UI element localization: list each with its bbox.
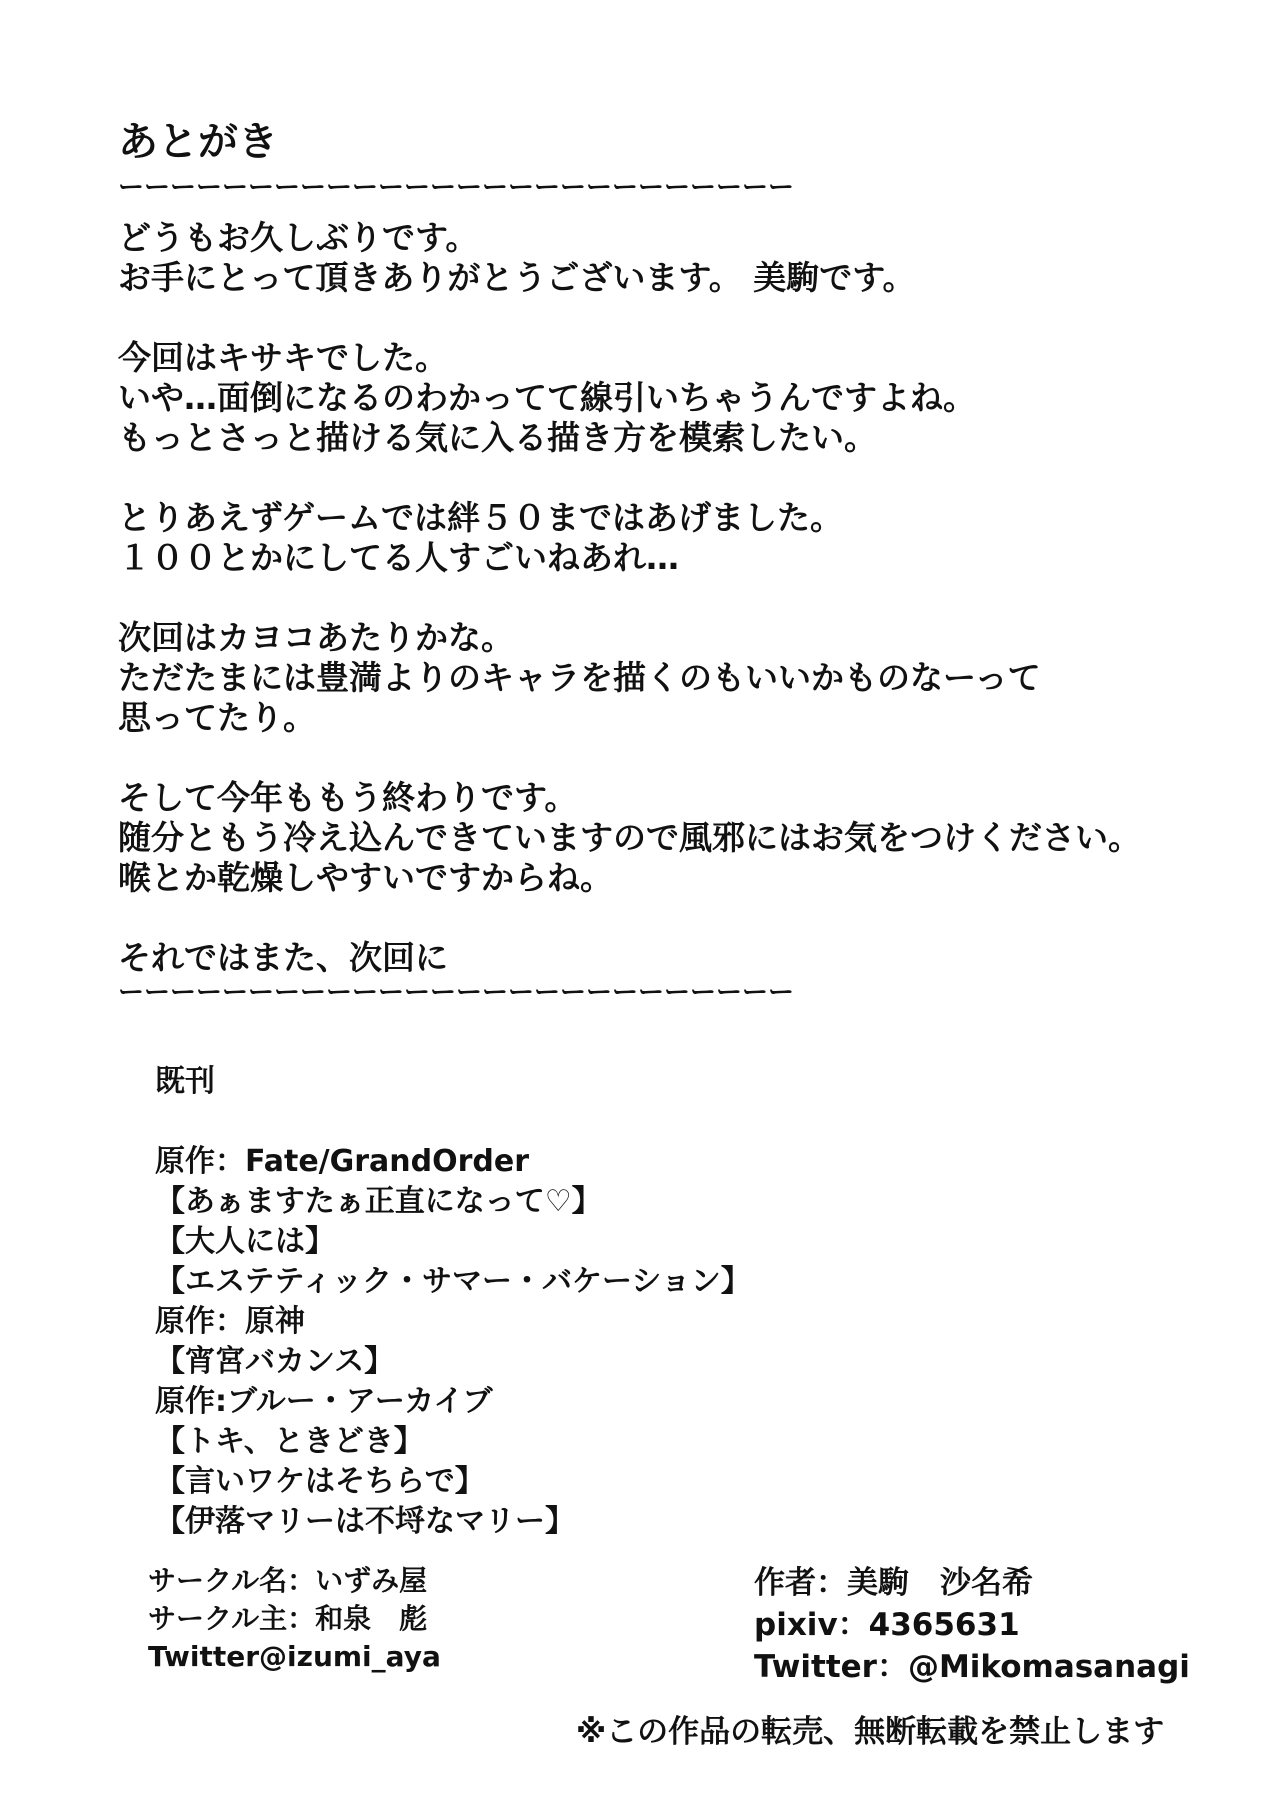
work-item: 【エステティック・サマー・バケーション】 (155, 1264, 751, 1299)
paragraph (118, 498, 1198, 578)
circle-info (148, 1562, 441, 1676)
previous-works (155, 1062, 855, 1542)
paragraph (118, 778, 1198, 898)
work-item: 【あぁますたぁ正直になって♡】 (155, 1184, 602, 1219)
paragraph (118, 938, 1198, 978)
circle-name: サークル名：いずみ屋 (148, 1564, 428, 1597)
work-item: 【大人には】 (155, 1224, 335, 1259)
text-line: 喉とか乾燥しやすいですからね。 (118, 858, 613, 897)
text-line: 次回はカヨコあたりかな。 (118, 618, 514, 657)
copyright-notice: ※この作品の転売、無断転載を禁止します (576, 1714, 1165, 1750)
work-item: 原作：原神 (155, 1304, 305, 1339)
text-line: いや…面倒になるのわかってて線引いちゃうんですよね。 (118, 378, 976, 417)
author-twitter: Twitter：@Mikomasanagi (754, 1649, 1190, 1685)
circle-twitter: Twitter@izumi_aya (148, 1640, 441, 1673)
paragraph (118, 338, 1198, 458)
work-item: 【言いワケはそちらで】 (155, 1464, 485, 1499)
divider-bottom: ーーーーーーーーーーーーーーーーーーーーーーーーーー (118, 981, 795, 1005)
text-line: それではまた、次回に (118, 938, 448, 977)
text-line: 今回はキサキでした。 (118, 338, 448, 377)
text-line: お手にとって頂きありがとうございます。 美駒です。 (118, 258, 916, 297)
text-line: どうもお久しぶりです。 (118, 218, 479, 257)
work-item: 原作:ブルー・アーカイブ (155, 1384, 493, 1419)
page-title: あとがき (118, 119, 278, 165)
author-info (754, 1562, 1190, 1688)
author-name: 作者：美駒 沙名希 (754, 1565, 1033, 1601)
text-line: １００とかにしてる人すごいねあれ… (118, 538, 679, 577)
work-item: 【トキ、ときどき】 (155, 1424, 424, 1459)
text-line: もっとさっと描ける気に入る描き方を模索したい。 (118, 418, 877, 457)
text-line: とりあえずゲームでは絆５０まではあげました。 (118, 498, 844, 537)
text-line: 思ってたり。 (118, 698, 316, 737)
circle-owner: サークル主：和泉 彪 (148, 1602, 428, 1635)
divider-top: ーーーーーーーーーーーーーーーーーーーーーーーーーー (118, 176, 795, 200)
afterword-body (118, 218, 1198, 978)
work-item: 【宵宮バカンス】 (155, 1344, 395, 1379)
text-line: 随分ともう冷え込んできていますので風邪にはお気をつけください。 (118, 818, 1141, 857)
author-pixiv: pixiv：4365631 (754, 1607, 1020, 1643)
work-item: 原作：Fate/GrandOrder (155, 1144, 530, 1179)
text-line: そして今年ももう終わりです。 (118, 778, 578, 817)
works-heading: 既刊 (155, 1064, 215, 1099)
paragraph (118, 218, 1198, 298)
work-item: 【伊落マリーは不埒なマリー】 (155, 1504, 575, 1539)
text-line: ただたまには豊満よりのキャラを描くのもいいかものなーって (118, 658, 1041, 697)
paragraph (118, 618, 1198, 738)
